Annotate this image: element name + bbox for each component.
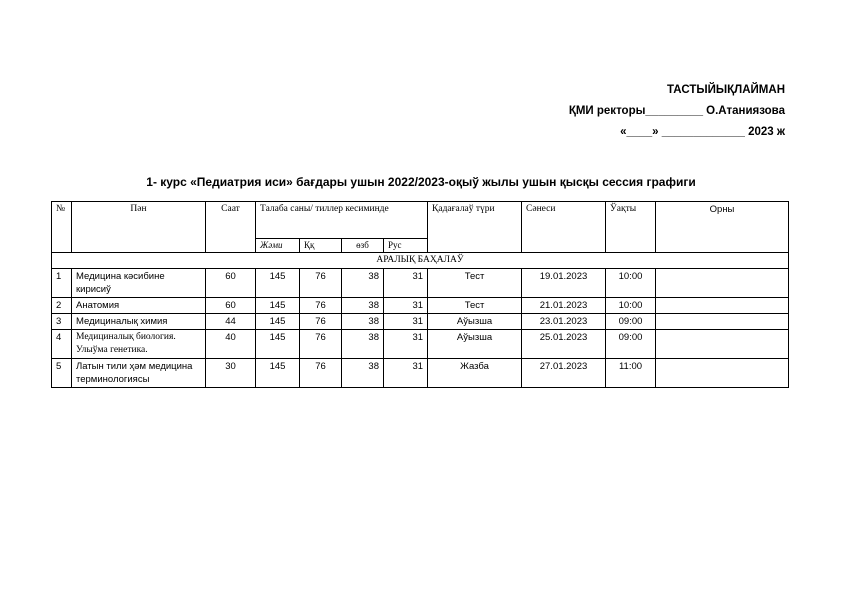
cell-subject: Медициналық химия bbox=[72, 314, 206, 330]
subheader-uz: өзб bbox=[342, 239, 384, 253]
cell-ru: 31 bbox=[384, 298, 428, 314]
cell-hours: 60 bbox=[206, 298, 256, 314]
table-row bbox=[52, 330, 789, 359]
cell-num: 5 bbox=[52, 359, 72, 388]
cell-subject: Латын тили ҳәм медицина терминологиясы bbox=[72, 359, 206, 388]
cell-room bbox=[656, 359, 789, 388]
cell-room bbox=[656, 314, 789, 330]
approval-rector-line: ҚМИ ректоры_________ О.Атаниязова bbox=[568, 105, 785, 117]
table-header-row bbox=[52, 202, 789, 239]
session-schedule-table bbox=[51, 201, 789, 388]
cell-num: 1 bbox=[52, 269, 72, 298]
cell-kk: 76 bbox=[300, 330, 342, 359]
approval-date-line: «____» _____________ 2023 ж bbox=[620, 126, 785, 138]
cell-subject: Медициналық биология. Улыўма генетика. bbox=[72, 330, 206, 359]
cell-total: 145 bbox=[256, 359, 300, 388]
cell-uz: 38 bbox=[342, 359, 384, 388]
cell-num: 2 bbox=[52, 298, 72, 314]
page-title: 1- курс «Педиатрия иси» бағдары ушын 2022/2023-оқыў жылы ушын қысқы сессия графиги bbox=[146, 175, 696, 189]
cell-subject: Анатомия bbox=[72, 298, 206, 314]
header-hours: Саат bbox=[206, 202, 256, 253]
cell-room bbox=[656, 298, 789, 314]
cell-hours: 44 bbox=[206, 314, 256, 330]
cell-control: Тест bbox=[428, 298, 522, 314]
cell-room bbox=[656, 269, 789, 298]
header-room: Орны bbox=[656, 202, 789, 253]
cell-num: 4 bbox=[52, 330, 72, 359]
header-students: Талаба саны/ тиллер кесиминде bbox=[256, 202, 428, 239]
table-row bbox=[52, 359, 789, 388]
cell-time: 11:00 bbox=[606, 359, 656, 388]
subheader-total: Жәми bbox=[256, 239, 300, 253]
subheader-kk: Ққ bbox=[300, 239, 342, 253]
subheader-ru: Рус bbox=[384, 239, 428, 253]
cell-control: Аўызша bbox=[428, 330, 522, 359]
cell-kk: 76 bbox=[300, 269, 342, 298]
cell-time: 10:00 bbox=[606, 269, 656, 298]
header-num: № bbox=[52, 202, 72, 253]
cell-date: 23.01.2023 bbox=[522, 314, 606, 330]
table-row bbox=[52, 269, 789, 298]
header-date: Сәнеси bbox=[522, 202, 606, 253]
cell-kk: 76 bbox=[300, 314, 342, 330]
cell-hours: 30 bbox=[206, 359, 256, 388]
cell-kk: 76 bbox=[300, 298, 342, 314]
cell-time: 09:00 bbox=[606, 314, 656, 330]
cell-uz: 38 bbox=[342, 269, 384, 298]
header-control-type: Қадағалаў түри bbox=[428, 202, 522, 253]
cell-uz: 38 bbox=[342, 330, 384, 359]
cell-room bbox=[656, 330, 789, 359]
cell-date: 19.01.2023 bbox=[522, 269, 606, 298]
cell-date: 25.01.2023 bbox=[522, 330, 606, 359]
cell-total: 145 bbox=[256, 330, 300, 359]
header-time: Ўақты bbox=[606, 202, 656, 253]
cell-ru: 31 bbox=[384, 359, 428, 388]
cell-control: Аўызша bbox=[428, 314, 522, 330]
cell-hours: 40 bbox=[206, 330, 256, 359]
section-row bbox=[52, 253, 789, 269]
cell-num: 3 bbox=[52, 314, 72, 330]
cell-total: 145 bbox=[256, 269, 300, 298]
approval-block bbox=[569, 80, 785, 143]
cell-ru: 31 bbox=[384, 269, 428, 298]
cell-total: 145 bbox=[256, 298, 300, 314]
cell-kk: 76 bbox=[300, 359, 342, 388]
cell-hours: 60 bbox=[206, 269, 256, 298]
cell-time: 09:00 bbox=[606, 330, 656, 359]
cell-control: Тест bbox=[428, 269, 522, 298]
table-row bbox=[52, 314, 789, 330]
cell-ru: 31 bbox=[384, 330, 428, 359]
cell-time: 10:00 bbox=[606, 298, 656, 314]
section-title: АРАЛЫҚ БАҲАЛАЎ bbox=[52, 253, 789, 269]
cell-uz: 38 bbox=[342, 314, 384, 330]
cell-control: Жазба bbox=[428, 359, 522, 388]
approval-heading: ТАСТЫЙЫҚЛАЙМАН bbox=[667, 84, 785, 96]
cell-ru: 31 bbox=[384, 314, 428, 330]
cell-total: 145 bbox=[256, 314, 300, 330]
header-subject: Пән bbox=[72, 202, 206, 253]
cell-date: 27.01.2023 bbox=[522, 359, 606, 388]
cell-uz: 38 bbox=[342, 298, 384, 314]
cell-subject: Медицина кәсибине кирисиў bbox=[72, 269, 206, 298]
cell-date: 21.01.2023 bbox=[522, 298, 606, 314]
table-row bbox=[52, 298, 789, 314]
